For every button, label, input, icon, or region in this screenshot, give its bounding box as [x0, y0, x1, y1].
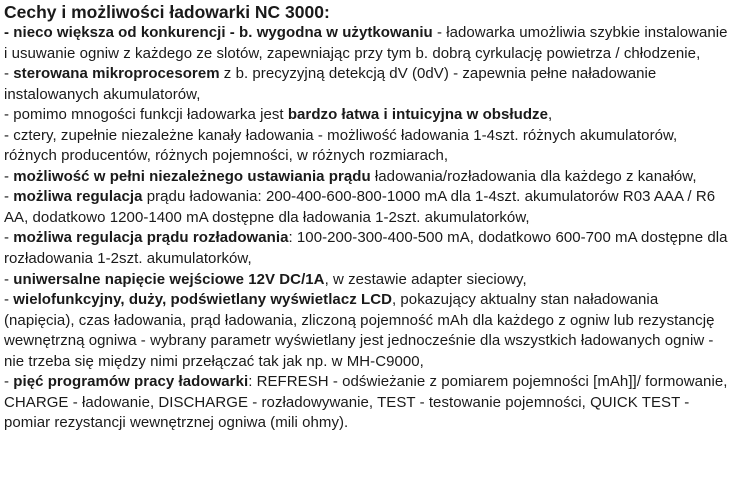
- list-item: [4, 270, 730, 291]
- page-title: Cechy i możliwości ładowarki NC 3000:: [4, 2, 330, 22]
- item-prefix: -: [4, 65, 14, 83]
- item-text: , w zestawie adapter sieciowy,: [324, 270, 527, 288]
- item-prefix: -: [4, 270, 14, 288]
- item-bold-text: uniwersalne napięcie wejściowe 12V DC/1A: [13, 270, 325, 288]
- item-prefix: -: [4, 229, 14, 247]
- item-text: prądu ładowania: 200-400-600-800-1000 mA dla 1-4szt. akumulatorów R03 AAA / R6 AA, dodatkowo 1200-1400 mA dostępne dla ładowania 1-2szt. akumulatorków,: [4, 188, 716, 226]
- item-text: : 100-200-300-400-500 mA, dodatkowo 600-700 mA dostępne dla rozładowania 1-2szt. akumulatorków,: [4, 229, 728, 268]
- item-bold-text: bardzo łatwa i intuicyjna w obsłudze: [287, 106, 548, 124]
- item-bold-text: pięć programów pracy ładowarki: [13, 373, 249, 391]
- list-item: [4, 372, 730, 434]
- list-item: [4, 23, 730, 64]
- list-item: [4, 187, 730, 228]
- list-item: [4, 64, 730, 105]
- list-item: [4, 290, 730, 372]
- item-text: z b. precyzyjną detekcją dV (0dV) - zapewnia pełne naładowanie instalowanych akumulatorów,: [4, 65, 657, 103]
- item-text: : REFRESH - odświeżanie z pomiarem pojemności [mAh]]/ formowanie, CHARGE - ładowanie, DISCHARGE - rozładowywanie, TEST - testowanie pojemności, QUICK TEST - pomiar rezystancji wewnętrznej ogniwa (mili ohmy).: [4, 373, 728, 432]
- item-text: ,: [548, 106, 553, 124]
- list-item: [4, 126, 730, 167]
- item-text: ładowania/rozładowania dla każdego z kanałów,: [370, 167, 697, 185]
- item-bold-text: możliwość w pełni niezależnego ustawiania prądu: [13, 167, 371, 185]
- item-prefix: -: [4, 167, 14, 185]
- item-bold-text: możliwa regulacja: [13, 188, 143, 206]
- list-item: [4, 228, 730, 269]
- item-prefix: -: [4, 373, 14, 391]
- item-bold-text: sterowana mikroprocesorem: [13, 65, 220, 83]
- item-prefix: - pomimo mnogości funkcji ładowarka jest: [4, 106, 288, 124]
- item-text: , pokazujący aktualny stan naładowania (napięcia), czas ładowania, prąd ładowania, zliczoną pojemność mAh dla każdego z ogniw lub rezystancję wewnętrzną ogniwa - wybrany parametr wyświetlany jest jednocześnie dla wszystkich ładowanych ogniw - nie trzeba się między nimi przełączać tak jak np. w MH-C9000,: [4, 291, 715, 370]
- item-bold-text: wielofunkcyjny, duży, podświetlany wyświetlacz LCD: [13, 291, 392, 309]
- item-prefix: -: [4, 291, 14, 309]
- item-bold-text: możliwa regulacja prądu rozładowania: [13, 229, 289, 247]
- list-item: [4, 105, 730, 126]
- item-prefix: -: [4, 188, 14, 206]
- item-text: - cztery, zupełnie niezależne kanały ładowania - możliwość ładowania 1-4szt. różnych akumulatorów, różnych producentów, różnych pojemności, w różnych rozmiarach,: [4, 126, 678, 165]
- item-bold-text: - nieco większa od konkurencji - b. wygodna w użytkowaniu: [4, 24, 433, 41]
- list-item: [4, 167, 730, 188]
- item-text: - ładowarka umożliwia szybkie instalowanie i usuwanie ogniw z każdego ze slotów, zapewniając przy tym b. dobrą cyrkulację powietrza / chłodzenie,: [4, 24, 728, 62]
